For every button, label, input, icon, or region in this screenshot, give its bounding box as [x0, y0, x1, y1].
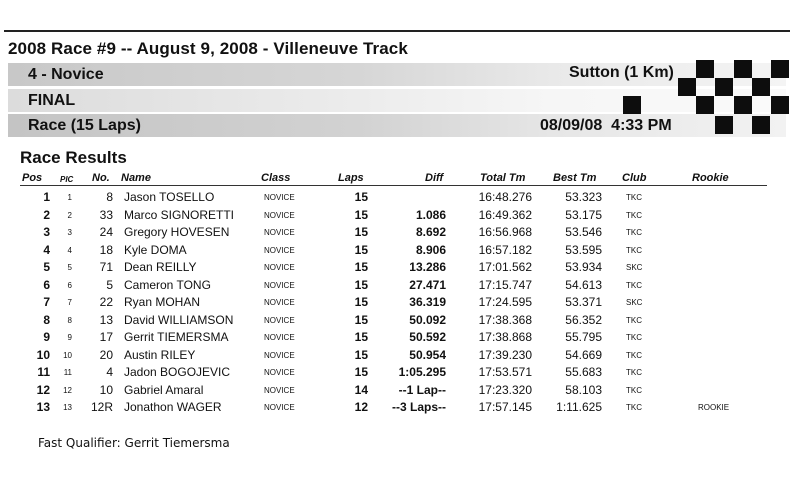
checker-square: [696, 60, 714, 78]
checker-square: [734, 60, 752, 78]
table-row: [0, 258, 800, 275]
col-header-no: No.: [92, 172, 110, 184]
cell-club: TKC: [626, 403, 642, 412]
cell-class: NOVICE: [264, 263, 295, 272]
cell-total-time: 17:01.562: [478, 260, 532, 274]
cell-kart-number: 4: [106, 365, 113, 379]
table-row: [0, 293, 800, 310]
cell-total-time: 17:39.230: [478, 347, 532, 362]
cell-pic: 9: [67, 333, 72, 342]
cell-diff: --1 Lap--: [398, 382, 446, 397]
cell-kart-number: 33: [99, 207, 113, 222]
cell-best-time: 56.352: [565, 312, 602, 327]
cell-pic: 12: [63, 385, 72, 395]
cell-laps: 15: [354, 295, 368, 309]
cell-best-time: 58.103: [565, 382, 602, 397]
cell-pos: 12: [36, 382, 50, 397]
cell-club: TKC: [626, 228, 642, 237]
cell-diff: 13.286: [409, 260, 446, 274]
cell-best-time: 53.175: [565, 207, 602, 222]
cell-kart-number: 13: [99, 312, 113, 327]
cell-driver-name: Marco SIGNORETTI: [124, 207, 235, 222]
cell-diff: 1:05.295: [398, 365, 446, 379]
cell-best-time: 55.795: [565, 330, 602, 344]
cell-kart-number: 8: [106, 190, 113, 204]
table-row: [0, 206, 800, 223]
checker-square: [696, 96, 714, 114]
cell-total-time: 16:49.362: [478, 207, 532, 222]
cell-driver-name: Dean REILLY: [124, 260, 197, 274]
cell-total-time: 17:38.368: [478, 312, 532, 327]
cell-total-time: 16:56.968: [478, 225, 532, 239]
cell-class: NOVICE: [264, 368, 295, 377]
session-band: [8, 89, 786, 112]
cell-kart-number: 10: [99, 382, 113, 397]
cell-driver-name: Ryan MOHAN: [124, 295, 201, 309]
top-rule: [4, 30, 790, 32]
cell-class: NOVICE: [264, 210, 295, 220]
cell-best-time: 53.546: [565, 225, 602, 239]
cell-pic: 8: [67, 315, 72, 325]
cell-kart-number: 20: [99, 347, 113, 362]
col-header-rookie: Rookie: [692, 172, 729, 184]
cell-pos: 3: [43, 225, 50, 239]
cell-class: NOVICE: [264, 385, 295, 395]
cell-kart-number: 24: [99, 225, 113, 239]
cell-total-time: 16:57.182: [478, 242, 532, 257]
cell-pos: 2: [43, 207, 50, 222]
col-header-club: Club: [622, 172, 647, 184]
cell-driver-name: Jonathon WAGER: [124, 400, 222, 414]
cell-diff: 8.906: [415, 242, 446, 257]
cell-pos: 8: [43, 312, 50, 327]
cell-total-time: 17:15.747: [478, 277, 532, 292]
cell-driver-name: Gregory HOVESEN: [124, 225, 230, 239]
race-datetime: [540, 117, 672, 135]
checker-square: [771, 60, 789, 78]
track-name: Sutton (1 Km): [569, 64, 674, 81]
cell-pos: 4: [43, 242, 50, 257]
table-row: [0, 223, 800, 240]
cell-driver-name: Jason TOSELLO: [124, 190, 215, 204]
cell-total-time: 17:23.320: [478, 382, 532, 397]
table-row: [0, 398, 800, 415]
cell-kart-number: 18: [99, 242, 113, 257]
col-header-total: Total Tm: [480, 172, 526, 184]
cell-club: SKC: [626, 263, 643, 272]
cell-club: TKC: [626, 210, 642, 220]
table-row: [0, 241, 800, 258]
page-title: 2008 Race #9 -- August 9, 2008 - Villeneuve Track: [8, 39, 408, 58]
cell-pos: 5: [43, 260, 50, 274]
table-row: [0, 381, 800, 398]
race-time: 4:33 PM: [611, 117, 672, 134]
table-row: [0, 328, 800, 345]
cell-class: NOVICE: [264, 193, 295, 202]
checker-square: [678, 78, 696, 96]
cell-pic: 2: [67, 210, 72, 220]
cell-pic: 11: [63, 368, 72, 377]
cell-best-time: 55.683: [565, 365, 602, 379]
col-header-laps: Laps: [338, 172, 364, 184]
cell-pic: 5: [67, 263, 72, 272]
checker-square: [623, 96, 641, 114]
cell-laps: 15: [354, 347, 368, 362]
cell-driver-name: Cameron TONG: [124, 277, 211, 292]
cell-driver-name: David WILLIAMSON: [124, 312, 234, 327]
cell-best-time: 53.934: [565, 260, 602, 274]
cell-laps: 12: [354, 400, 368, 414]
cell-pos: 11: [37, 365, 50, 379]
table-row: [0, 276, 800, 293]
cell-laps: 15: [354, 330, 368, 344]
col-header-diff: Diff: [425, 172, 444, 184]
cell-pos: 10: [36, 347, 50, 362]
cell-diff: --3 Laps--: [392, 400, 446, 414]
col-header-name: Name: [121, 172, 151, 184]
cell-class: NOVICE: [264, 228, 295, 237]
cell-rookie: ROOKIE: [698, 403, 730, 412]
cell-laps: 15: [354, 312, 368, 327]
cell-pos: 7: [43, 295, 50, 309]
cell-best-time: 53.323: [565, 190, 602, 204]
cell-club: TKC: [626, 350, 642, 360]
cell-kart-number: 22: [99, 295, 113, 309]
cell-total-time: 17:24.595: [478, 295, 532, 309]
cell-club: TKC: [626, 333, 642, 342]
cell-total-time: 16:48.276: [478, 190, 532, 204]
cell-pic: 10: [63, 350, 72, 360]
col-header-pic: PIC: [60, 175, 74, 184]
cell-diff: 36.319: [409, 295, 446, 309]
cell-club: TKC: [626, 315, 642, 325]
class-label: 4 - Novice: [28, 66, 104, 83]
cell-club: TKC: [626, 385, 642, 395]
cell-class: NOVICE: [264, 298, 295, 307]
checker-square: [715, 116, 733, 134]
cell-driver-name: Austin RILEY: [124, 347, 196, 362]
cell-pic: 1: [67, 193, 72, 202]
session-label: FINAL: [28, 92, 76, 109]
cell-pic: 3: [67, 228, 72, 237]
cell-class: NOVICE: [264, 403, 295, 412]
checker-square: [752, 116, 770, 134]
cell-diff: 50.592: [409, 330, 446, 344]
cell-class: NOVICE: [264, 333, 295, 342]
cell-pos: 13: [36, 400, 50, 414]
cell-diff: 50.954: [409, 347, 446, 362]
fast-qualifier-note: Fast Qualifier: Gerrit Tiemersma: [38, 436, 230, 450]
cell-pos: 9: [43, 330, 50, 344]
race-date: 08/09/08: [540, 117, 603, 134]
cell-pic: 7: [67, 298, 72, 307]
cell-class: NOVICE: [264, 315, 295, 325]
cell-pic: 13: [63, 403, 72, 412]
race-label: Race (15 Laps): [28, 117, 141, 134]
cell-pos: 6: [43, 277, 50, 292]
cell-total-time: 17:57.145: [478, 400, 532, 414]
cell-laps: 15: [354, 242, 368, 257]
col-header-pos: Pos: [22, 172, 43, 184]
table-row: [0, 311, 800, 328]
cell-best-time: 53.595: [565, 242, 602, 257]
cell-kart-number: 17: [99, 330, 113, 344]
cell-laps: 15: [354, 260, 368, 274]
cell-best-time: 54.669: [565, 347, 602, 362]
cell-laps: 15: [354, 365, 368, 379]
section-title: Race Results: [20, 148, 127, 167]
cell-laps: 15: [354, 190, 368, 204]
cell-club: TKC: [626, 245, 642, 255]
table-row: [0, 363, 800, 380]
cell-class: NOVICE: [264, 350, 295, 360]
checker-square: [771, 96, 789, 114]
cell-diff: 27.471: [409, 277, 446, 292]
cell-driver-name: Gerrit TIEMERSMA: [124, 330, 229, 344]
cell-pic: 6: [67, 280, 72, 290]
header-divider: [20, 185, 767, 186]
cell-kart-number: 12R: [90, 400, 113, 414]
cell-driver-name: Jadon BOGOJEVIC: [124, 365, 231, 379]
cell-laps: 14: [354, 382, 368, 397]
col-header-class: Class: [261, 172, 291, 184]
col-header-best: Best Tm: [553, 172, 597, 184]
cell-diff: 50.092: [409, 312, 446, 327]
cell-driver-name: Kyle DOMA: [124, 242, 187, 257]
cell-class: NOVICE: [264, 245, 295, 255]
cell-total-time: 17:53.571: [478, 365, 532, 379]
cell-best-time: 1:11.625: [556, 400, 602, 414]
cell-kart-number: 5: [106, 277, 113, 292]
cell-pos: 1: [43, 190, 50, 204]
cell-diff: 8.692: [415, 225, 446, 239]
cell-pic: 4: [67, 245, 72, 255]
cell-club: TKC: [626, 193, 642, 202]
cell-diff: 1.086: [415, 207, 446, 222]
cell-best-time: 54.613: [565, 277, 602, 292]
cell-class: NOVICE: [264, 280, 295, 290]
cell-club: TKC: [626, 280, 642, 290]
cell-laps: 15: [354, 225, 368, 239]
table-row: [0, 346, 800, 363]
cell-driver-name: Gabriel Amaral: [124, 382, 204, 397]
cell-club: SKC: [626, 298, 643, 307]
cell-total-time: 17:38.868: [478, 330, 532, 344]
cell-kart-number: 71: [99, 260, 113, 274]
cell-laps: 15: [354, 277, 368, 292]
checker-square: [734, 96, 752, 114]
cell-laps: 15: [354, 207, 368, 222]
checker-square: [752, 78, 770, 96]
checker-square: [715, 78, 733, 96]
table-row: [0, 188, 800, 205]
cell-best-time: 53.371: [565, 295, 602, 309]
cell-club: TKC: [626, 368, 642, 377]
